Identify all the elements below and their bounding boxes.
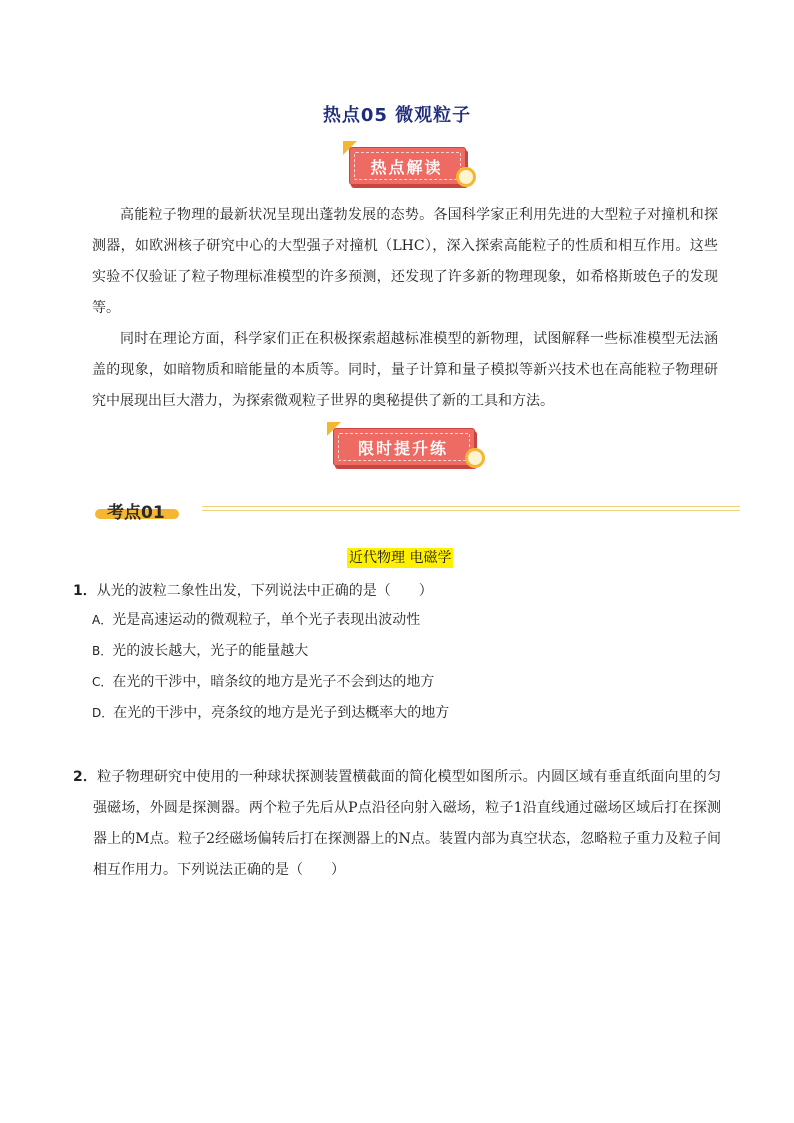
question-number: 2．: [73, 769, 98, 785]
question-stem: 从光的波粒二象性出发，下列说法中正确的是（ ）: [96, 583, 433, 599]
kaodian-label: 考点01: [107, 503, 165, 523]
banner-label: 限时提升练: [357, 439, 448, 458]
intro-paragraph-1: 高能粒子物理的最新状况呈现出蓬勃发展的态势。各国科学家正利用先进的大型粒子对撞机和探测器，如欧洲核子研究中心的大型强子对撞机（LHC），深入探索高能粒子的性质和相互作用。这些实验不仅验证了粒子物理标准模型的许多预测，还发现了许多新的物理现象，如希格斯玻色子的发现等。: [92, 207, 718, 316]
intro-paragraph-2: 同时在理论方面，科学家们正在积极探索超越标准模型的新物理，试图解释一些标准模型无法涵盖的现象，如暗物质和暗能量的本质等。同时，量子计算和量子模拟等新兴技术也在高能粒子物理研究中展现出巨大潜力，为探索微观粒子世界的奥秘提供了新的工具和方法。: [92, 331, 718, 409]
kaodian-badge: [95, 497, 179, 521]
banner-label: 热点解读: [370, 158, 443, 177]
intro-text: [92, 200, 718, 417]
divider: [202, 506, 740, 507]
option-b: B．光的波长越大，光子的能量越大: [92, 643, 309, 659]
question-number: 1．: [73, 583, 97, 599]
option-c: C．在光的干涉中，暗条纹的地方是光子不会到达的地方: [92, 674, 435, 690]
section-subtitle: 近代物理 电磁学: [349, 550, 452, 566]
kaodian-header: [95, 497, 740, 523]
banner-corner-icon: [343, 141, 357, 155]
ring-icon: [456, 167, 476, 187]
divider: [202, 510, 740, 511]
ring-icon: [465, 448, 485, 468]
banner-corner-icon: [327, 422, 341, 436]
banner-hotspot-interpretation: [349, 147, 464, 183]
question-stem: 粒子物理研究中使用的一种球状探测装置横截面的简化模型如图所示。内圆区域有垂直纸面向里的匀强磁场，外圆是探测器。两个粒子先后从P点沿径向射入磁场，粒子1沿直线通过磁场区域后打在探测器上的M点。粒子2经磁场偏转后打在探测器上的N点。装置内部为真空状态，忽略粒子重力及粒子间相互作用力。下列说法正确的是（ ）: [93, 769, 721, 878]
page-title: 热点05 微观粒子: [322, 105, 472, 126]
option-a: A．光是高速运动的微观粒子，单个光子表现出波动性: [92, 612, 421, 628]
banner-timed-practice: [333, 428, 473, 464]
option-d: D．在光的干涉中，亮条纹的地方是光子到达概率大的地方: [92, 705, 450, 721]
question-1: [73, 576, 433, 606]
question-2: [73, 762, 721, 886]
